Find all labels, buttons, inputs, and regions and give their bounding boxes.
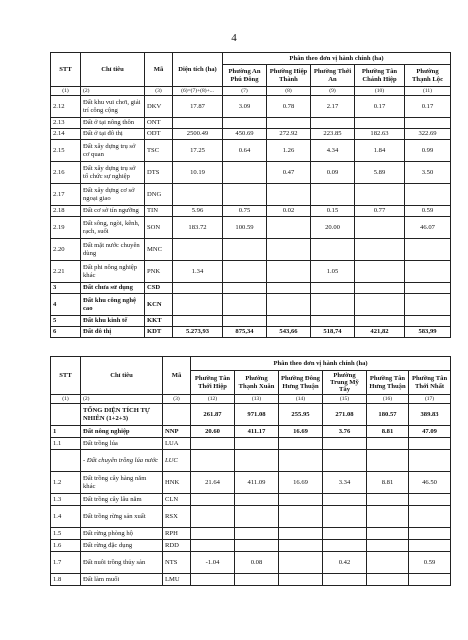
table-row — [51, 574, 451, 586]
table-row — [51, 140, 451, 162]
row-name: Đất nông nghiệp — [81, 426, 163, 438]
row-value — [409, 540, 451, 552]
row-stt: 1.6 — [51, 540, 81, 552]
land-use-table-1 — [50, 52, 451, 338]
row-value — [223, 239, 267, 261]
table-row — [51, 528, 451, 540]
row-value — [267, 316, 311, 327]
row-value — [355, 316, 405, 327]
row-value: 0.17 — [355, 96, 405, 118]
row-code: DNG — [145, 184, 173, 206]
row-value — [311, 239, 355, 261]
row-value — [409, 450, 451, 472]
row-value: 3.76 — [323, 426, 367, 438]
row-value — [267, 239, 311, 261]
row-value: 46.07 — [405, 217, 451, 239]
column-index: (1) — [51, 87, 81, 96]
row-value: 255.95 — [279, 404, 323, 426]
row-value — [355, 118, 405, 129]
row-code: RPH — [163, 528, 191, 540]
row-value: 47.09 — [409, 426, 451, 438]
column-index: (1) — [51, 395, 81, 404]
table-row — [51, 118, 451, 129]
table-row — [51, 184, 451, 206]
row-value — [323, 574, 367, 586]
row-value — [367, 540, 409, 552]
row-value: 389.83 — [409, 404, 451, 426]
row-total — [173, 294, 223, 316]
table-row — [51, 540, 451, 552]
header-ward: Phường Tân Thới Nhất — [409, 371, 451, 395]
row-value: 421,82 — [355, 327, 405, 338]
row-code: LUC — [163, 450, 191, 472]
row-value: 182.63 — [355, 129, 405, 140]
row-value: 1.05 — [311, 261, 355, 283]
row-value — [191, 528, 235, 540]
column-index-row — [51, 395, 451, 404]
row-name: Đất khu vui chơi, giải trí công cộng — [81, 96, 145, 118]
row-stt — [51, 450, 81, 472]
row-name: Đất ở tại nông thôn — [81, 118, 145, 129]
row-name: Đất phi nông nghiệp khác — [81, 261, 145, 283]
row-value: 0.59 — [409, 552, 451, 574]
row-value — [223, 261, 267, 283]
column-index: (15) — [323, 395, 367, 404]
row-total: 17.25 — [173, 140, 223, 162]
row-value: 180.57 — [367, 404, 409, 426]
row-value: 46.50 — [409, 472, 451, 494]
header-group: Phân theo đơn vị hành chính (ha) — [223, 53, 451, 65]
row-value: 3.09 — [223, 96, 267, 118]
row-value: 100.59 — [223, 217, 267, 239]
row-value — [323, 540, 367, 552]
row-value — [191, 450, 235, 472]
row-value — [311, 316, 355, 327]
row-value: 8.81 — [367, 426, 409, 438]
row-value: 223.85 — [311, 129, 355, 140]
row-value: 0.09 — [311, 162, 355, 184]
row-value — [367, 528, 409, 540]
row-code: PNK — [145, 261, 173, 283]
row-value — [279, 438, 323, 450]
row-stt: 2.18 — [51, 206, 81, 217]
table-row — [51, 316, 451, 327]
row-value: 583,99 — [405, 327, 451, 338]
row-value: 1.26 — [267, 140, 311, 162]
row-value — [191, 574, 235, 586]
row-value: 450.69 — [223, 129, 267, 140]
header-row — [51, 357, 451, 371]
header-stt: STT — [51, 357, 81, 395]
row-code: KDT — [145, 327, 173, 338]
header-ward: Phường Tân Thới Hiệp — [191, 371, 235, 395]
table-row — [51, 294, 451, 316]
row-name: Đất rừng phòng hộ — [81, 528, 163, 540]
row-value: 8.81 — [367, 472, 409, 494]
row-code: RSX — [163, 506, 191, 528]
row-value — [191, 540, 235, 552]
row-value — [223, 294, 267, 316]
row-code: RDD — [163, 540, 191, 552]
column-index: (17) — [409, 395, 451, 404]
row-stt: 1.5 — [51, 528, 81, 540]
row-total: 17.87 — [173, 96, 223, 118]
row-value: 21.64 — [191, 472, 235, 494]
row-stt: 4 — [51, 294, 81, 316]
row-code: HNK — [163, 472, 191, 494]
row-value — [355, 217, 405, 239]
row-stt: 1.8 — [51, 574, 81, 586]
row-stt — [51, 404, 81, 426]
row-value — [311, 118, 355, 129]
row-name: TỔNG DIỆN TÍCH TỰ NHIÊN (1+2+3) — [81, 404, 163, 426]
column-index: (8) — [267, 87, 311, 96]
row-value — [367, 552, 409, 574]
row-value — [235, 450, 279, 472]
header-ward: Phường Thạnh Xuân — [235, 371, 279, 395]
row-code: MNC — [145, 239, 173, 261]
header-ward: Phường An Phú Đông — [223, 65, 267, 87]
row-value — [405, 316, 451, 327]
row-code: NNP — [163, 426, 191, 438]
header-stt: STT — [51, 53, 81, 87]
column-index: (7) — [223, 87, 267, 96]
row-total: 2500.49 — [173, 129, 223, 140]
row-value: 543,66 — [267, 327, 311, 338]
row-value — [235, 540, 279, 552]
column-index: (14) — [279, 395, 323, 404]
row-name: Đất xây dựng trụ sở tổ chức sự nghiệp — [81, 162, 145, 184]
row-name: Đất nuôi trồng thủy sản — [81, 552, 163, 574]
column-index: (13) — [235, 395, 279, 404]
row-stt: 3 — [51, 283, 81, 294]
row-value — [409, 438, 451, 450]
row-name: Đất rừng đặc dụng — [81, 540, 163, 552]
row-value: 971.08 — [235, 404, 279, 426]
row-value — [311, 283, 355, 294]
row-value — [355, 283, 405, 294]
row-value — [223, 316, 267, 327]
row-value — [279, 450, 323, 472]
row-stt: 1.4 — [51, 506, 81, 528]
column-index: (3) — [163, 395, 191, 404]
row-value: 0.78 — [267, 96, 311, 118]
row-name: Đất làm muối — [81, 574, 163, 586]
row-value — [405, 118, 451, 129]
row-name: Đất trồng lúa — [81, 438, 163, 450]
row-stt: 1.3 — [51, 494, 81, 506]
row-value: 411.17 — [235, 426, 279, 438]
header-ward: Phường Đông Hưng Thuận — [279, 371, 323, 395]
row-total: 10.19 — [173, 162, 223, 184]
row-value: 0.77 — [355, 206, 405, 217]
row-value: 5.89 — [355, 162, 405, 184]
row-value — [235, 438, 279, 450]
row-total — [173, 118, 223, 129]
table-row — [51, 261, 451, 283]
row-value: 322.69 — [405, 129, 451, 140]
row-stt: 2.17 — [51, 184, 81, 206]
row-value — [279, 540, 323, 552]
row-value — [191, 438, 235, 450]
table-row — [51, 494, 451, 506]
row-stt: 1.7 — [51, 552, 81, 574]
row-name: Đất đô thị — [81, 327, 145, 338]
row-value: 0.42 — [323, 552, 367, 574]
table-row — [51, 327, 451, 338]
row-value — [355, 261, 405, 283]
row-name: Đất ở tại đô thị — [81, 129, 145, 140]
row-name: Đất chưa sử dụng — [81, 283, 145, 294]
row-value — [367, 450, 409, 472]
header-ma: Mã — [163, 357, 191, 395]
row-code: LUA — [163, 438, 191, 450]
row-value — [191, 494, 235, 506]
row-value — [267, 118, 311, 129]
row-value — [355, 294, 405, 316]
row-total — [173, 316, 223, 327]
row-total — [173, 184, 223, 206]
row-total: 183.72 — [173, 217, 223, 239]
header-ward: Phường Trung Mỹ Tây — [323, 371, 367, 395]
row-value — [323, 494, 367, 506]
row-name: Đất mặt nước chuyên dùng — [81, 239, 145, 261]
row-total: 5.96 — [173, 206, 223, 217]
table-row — [51, 239, 451, 261]
column-index: (10) — [355, 87, 405, 96]
row-value — [405, 184, 451, 206]
row-total — [173, 239, 223, 261]
row-value — [409, 574, 451, 586]
row-code: LMU — [163, 574, 191, 586]
table-row — [51, 283, 451, 294]
row-value: 411.09 — [235, 472, 279, 494]
row-code: KCN — [145, 294, 173, 316]
row-value — [279, 528, 323, 540]
row-value — [405, 294, 451, 316]
row-value — [405, 261, 451, 283]
column-index: (16) — [367, 395, 409, 404]
table-row — [51, 96, 451, 118]
table-row — [51, 472, 451, 494]
column-index: (6)=(7)+(8)+... — [173, 87, 223, 96]
row-value — [367, 438, 409, 450]
row-value — [279, 574, 323, 586]
row-value — [311, 294, 355, 316]
row-stt: 5 — [51, 316, 81, 327]
row-name: Đất xây dựng trụ sở cơ quan — [81, 140, 145, 162]
row-name: Đất xây dựng cơ sở ngoại giao — [81, 184, 145, 206]
header-ward: Phường Thạnh Lộc — [405, 65, 451, 87]
row-value: 3.50 — [405, 162, 451, 184]
column-index: (12) — [191, 395, 235, 404]
row-stt: 6 — [51, 327, 81, 338]
table-row — [51, 552, 451, 574]
row-value: 0.59 — [405, 206, 451, 217]
row-value — [355, 239, 405, 261]
row-value: 3.34 — [323, 472, 367, 494]
row-value — [323, 506, 367, 528]
row-stt: 2.21 — [51, 261, 81, 283]
row-value: 16.69 — [279, 426, 323, 438]
row-value: -1.04 — [191, 552, 235, 574]
row-value: 20.60 — [191, 426, 235, 438]
row-code: KKT — [145, 316, 173, 327]
header-row — [51, 53, 451, 65]
row-stt: 1.1 — [51, 438, 81, 450]
row-value — [409, 506, 451, 528]
row-code: DKV — [145, 96, 173, 118]
row-value: 20.00 — [311, 217, 355, 239]
row-value: 16.69 — [279, 472, 323, 494]
row-value: 0.02 — [267, 206, 311, 217]
row-value: 271.08 — [323, 404, 367, 426]
row-value: 4.34 — [311, 140, 355, 162]
row-value: 0.99 — [405, 140, 451, 162]
row-value: 1.84 — [355, 140, 405, 162]
row-name: - Đất chuyên trồng lúa nước — [81, 450, 163, 472]
row-value — [267, 294, 311, 316]
row-value — [409, 494, 451, 506]
row-value — [323, 438, 367, 450]
row-value — [267, 217, 311, 239]
column-index: (3) — [145, 87, 173, 96]
row-value — [409, 528, 451, 540]
table-row — [51, 426, 451, 438]
table-row — [51, 404, 451, 426]
row-value — [323, 450, 367, 472]
row-value — [405, 283, 451, 294]
row-value — [235, 574, 279, 586]
row-value: 0.64 — [223, 140, 267, 162]
row-value — [235, 528, 279, 540]
header-ward: Phường Tân Hưng Thuận — [367, 371, 409, 395]
row-value: 0.08 — [235, 552, 279, 574]
row-stt: 2.20 — [51, 239, 81, 261]
header-ma: Mã — [145, 53, 173, 87]
row-value: 0.75 — [223, 206, 267, 217]
row-value: 0.17 — [405, 96, 451, 118]
row-total — [173, 283, 223, 294]
row-value — [223, 162, 267, 184]
row-value — [267, 184, 311, 206]
row-name: Đất trồng cây lâu năm — [81, 494, 163, 506]
row-value — [235, 494, 279, 506]
row-value: 261.87 — [191, 404, 235, 426]
row-value: 0.47 — [267, 162, 311, 184]
page-number: 4 — [231, 32, 237, 44]
row-value — [405, 239, 451, 261]
row-code — [163, 404, 191, 426]
row-value: 518,74 — [311, 327, 355, 338]
row-value — [267, 283, 311, 294]
column-index: (11) — [405, 87, 451, 96]
table-row — [51, 129, 451, 140]
table-row — [51, 438, 451, 450]
row-value — [223, 184, 267, 206]
row-value — [355, 184, 405, 206]
row-value — [191, 506, 235, 528]
row-code: CSD — [145, 283, 173, 294]
row-code: CLN — [163, 494, 191, 506]
row-stt: 2.15 — [51, 140, 81, 162]
row-stt: 1 — [51, 426, 81, 438]
row-code: DTS — [145, 162, 173, 184]
row-value — [323, 528, 367, 540]
header-chi-tieu: Chỉ tiêu — [81, 357, 163, 395]
row-value — [223, 118, 267, 129]
column-index: (2) — [81, 395, 163, 404]
row-name: Đất sông, ngòi, kênh, rạch, suối — [81, 217, 145, 239]
row-value — [367, 574, 409, 586]
row-value — [311, 184, 355, 206]
row-value — [367, 506, 409, 528]
row-stt: 2.14 — [51, 129, 81, 140]
row-value: 2.17 — [311, 96, 355, 118]
row-name: Đất khu kinh tế — [81, 316, 145, 327]
header-chi-tieu: Chỉ tiêu — [81, 53, 145, 87]
column-index: (9) — [311, 87, 355, 96]
row-value: 875,34 — [223, 327, 267, 338]
row-stt: 2.13 — [51, 118, 81, 129]
row-stt: 2.16 — [51, 162, 81, 184]
header-ward: Phường Hiệp Thành — [267, 65, 311, 87]
row-code: ODT — [145, 129, 173, 140]
header-dien-tich: Diện tích (ha) — [173, 53, 223, 87]
table-row — [51, 162, 451, 184]
row-name: Đất trồng cây hàng năm khác — [81, 472, 163, 494]
table-row — [51, 206, 451, 217]
column-index-row — [51, 87, 451, 96]
row-total: 1.34 — [173, 261, 223, 283]
row-total: 5.273,93 — [173, 327, 223, 338]
row-code: ONT — [145, 118, 173, 129]
header-group: Phân theo đơn vị hành chính (ha) — [191, 357, 451, 371]
row-value — [235, 506, 279, 528]
header-ward: Phường Thới An — [311, 65, 355, 87]
row-name: Đất cơ sở tín ngưỡng — [81, 206, 145, 217]
header-ward: Phường Tân Chánh Hiệp — [355, 65, 405, 87]
column-index: (2) — [81, 87, 145, 96]
row-value — [279, 506, 323, 528]
row-value — [267, 261, 311, 283]
row-value: 272.92 — [267, 129, 311, 140]
row-name: Đất trồng rừng sản xuất — [81, 506, 163, 528]
table-row — [51, 217, 451, 239]
row-value — [223, 283, 267, 294]
row-code: TIN — [145, 206, 173, 217]
row-value — [367, 494, 409, 506]
row-value — [279, 494, 323, 506]
row-value: 0.15 — [311, 206, 355, 217]
row-code: NTS — [163, 552, 191, 574]
table-row — [51, 506, 451, 528]
row-stt: 2.12 — [51, 96, 81, 118]
table-row — [51, 450, 451, 472]
row-stt: 1.2 — [51, 472, 81, 494]
row-name: Đất khu công nghệ cao — [81, 294, 145, 316]
row-value — [279, 552, 323, 574]
row-stt: 2.19 — [51, 217, 81, 239]
row-code: SON — [145, 217, 173, 239]
row-code: TSC — [145, 140, 173, 162]
land-use-table-2 — [50, 356, 451, 586]
